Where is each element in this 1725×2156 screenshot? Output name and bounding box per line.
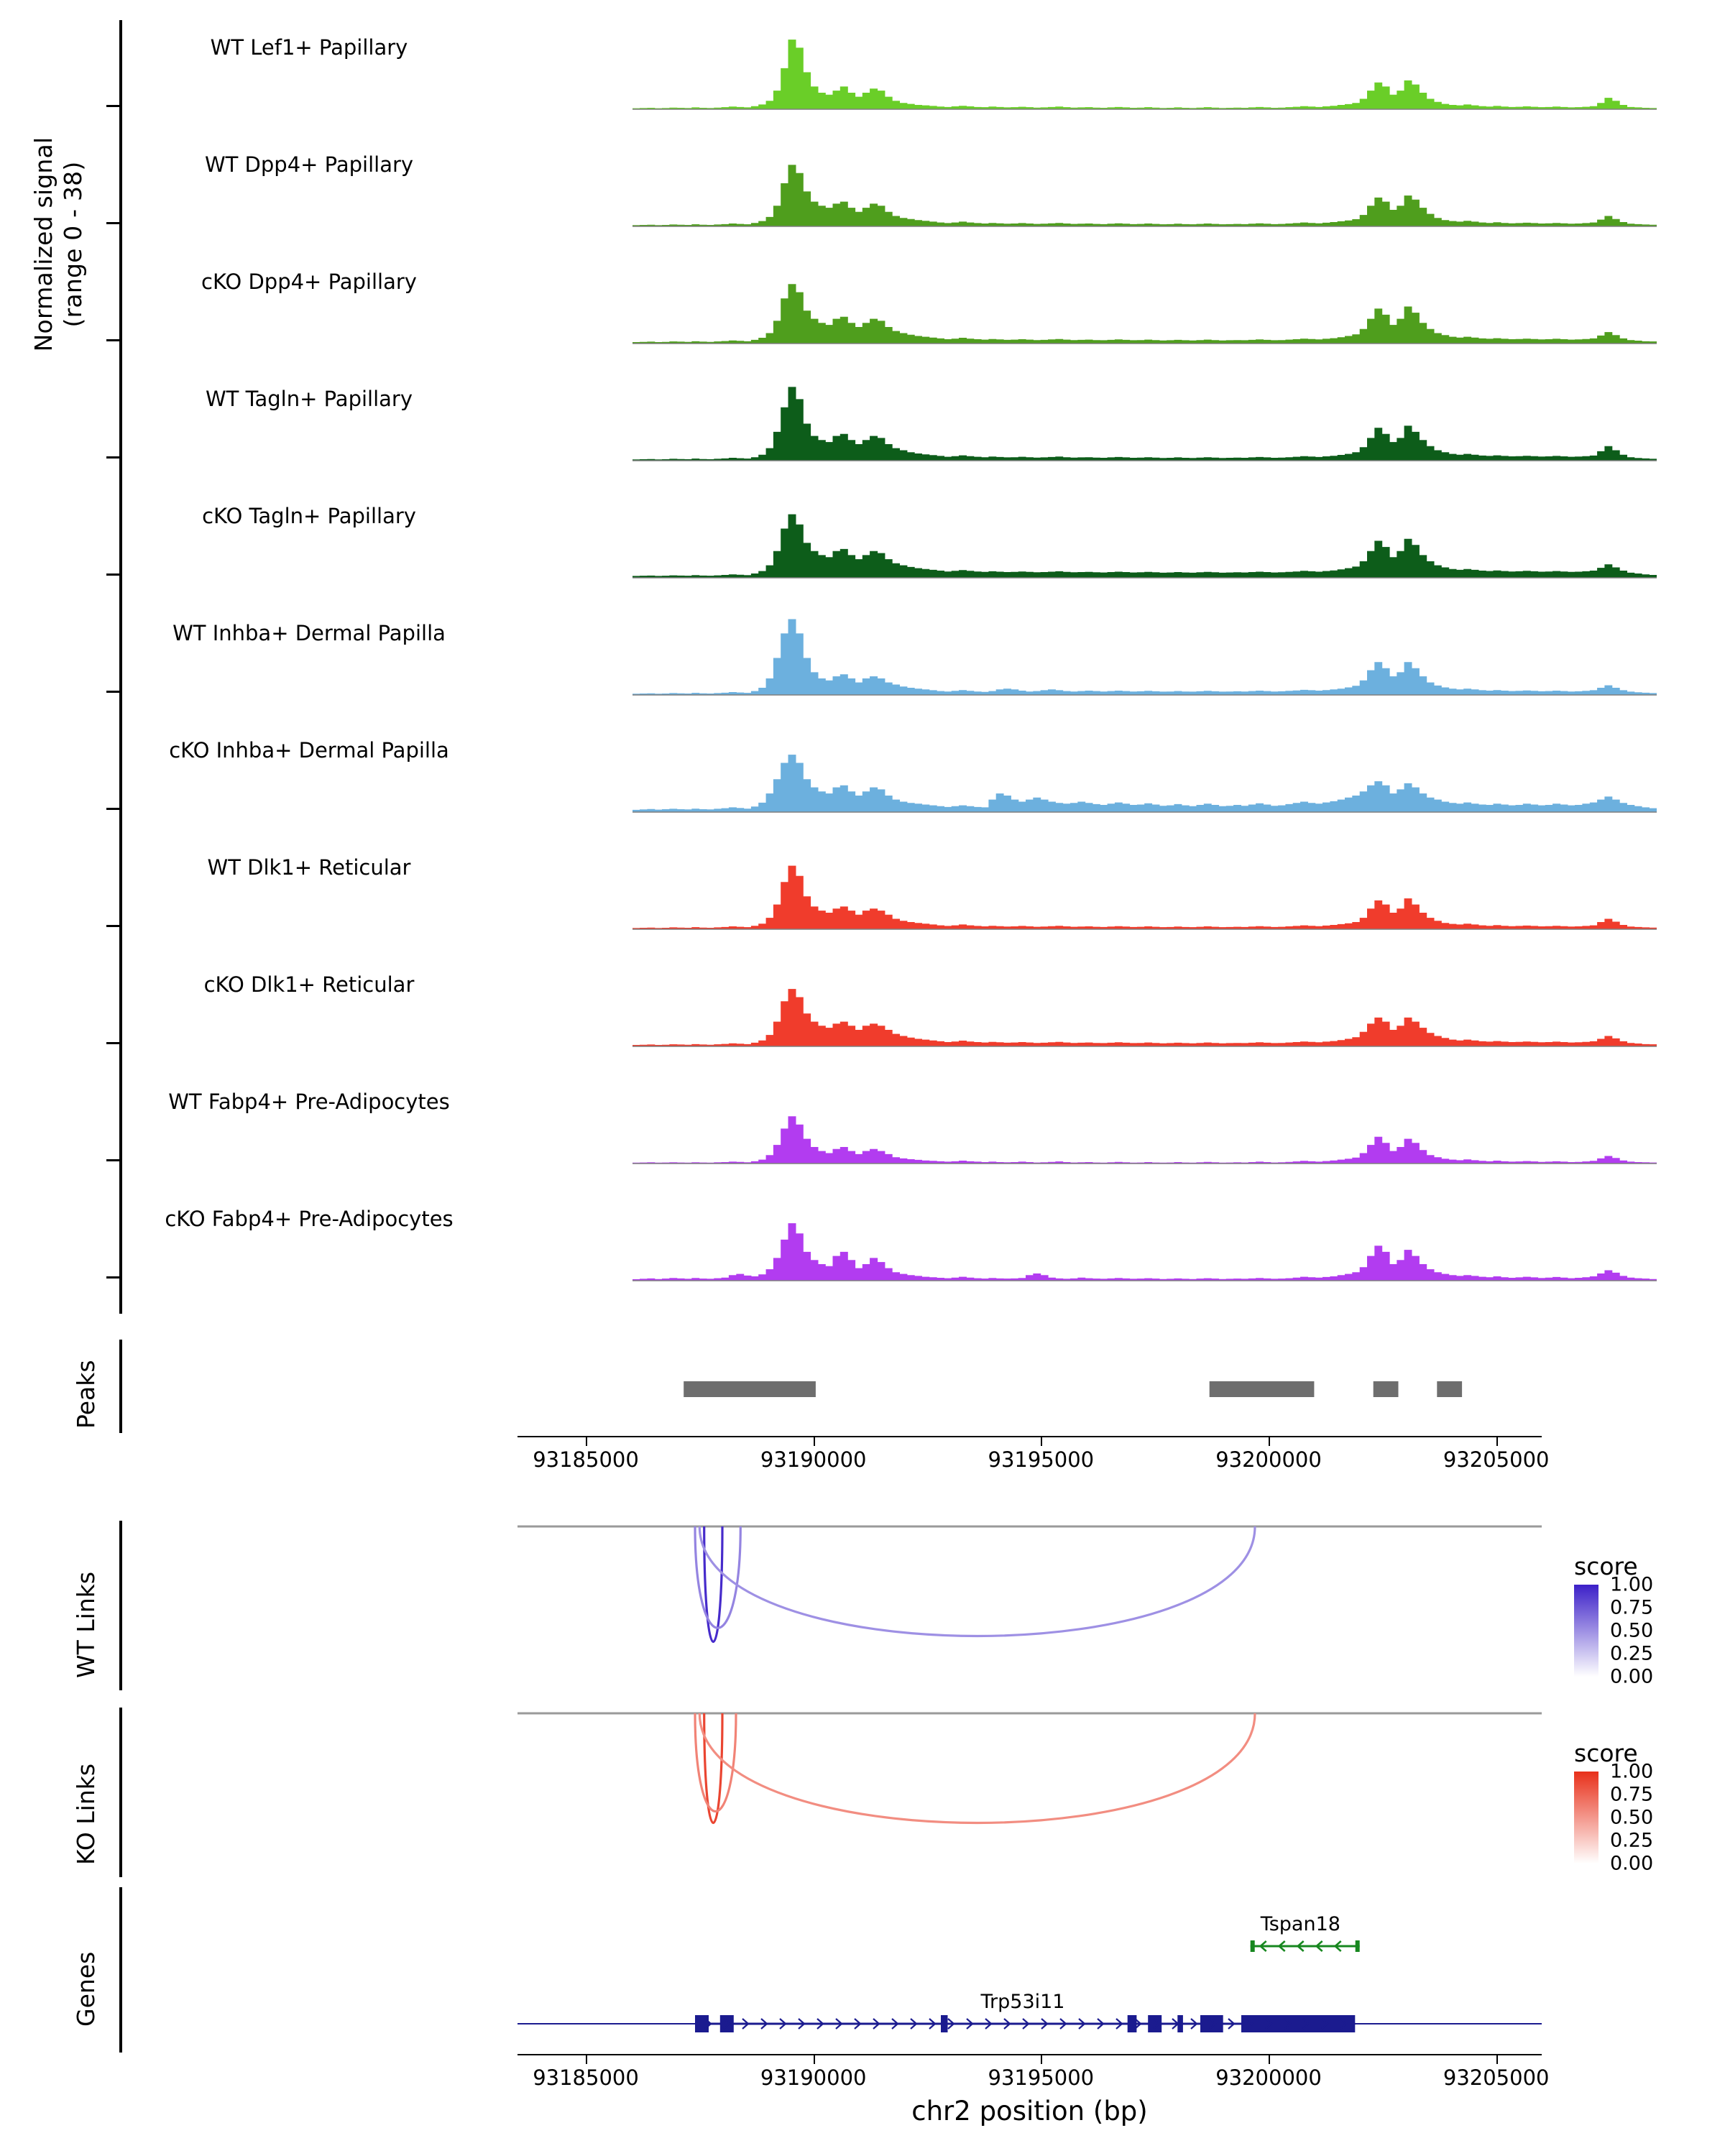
coverage-axis-tick [106, 1276, 119, 1279]
gene-label: Tspan18 [1260, 1913, 1340, 1935]
coverage-track [115, 1199, 1552, 1284]
coverage-track-label: cKO Dpp4+ Papillary [201, 270, 417, 294]
coverage-track [115, 1082, 1552, 1166]
coverage-track-label: WT Tagln+ Papillary [205, 387, 413, 411]
wt-links-legend-ticks: 1.00 0.75 0.50 0.25 0.00 [1610, 1573, 1654, 1688]
y-axis-title-line1: Normalized signal [29, 137, 58, 352]
coverage-track-label: cKO Inhba+ Dermal Papilla [169, 738, 449, 763]
gene-label: Trp53i11 [980, 1991, 1065, 2013]
coverage-axis-tick [106, 925, 119, 927]
y-axis-title [29, 29, 88, 460]
coverage-track [115, 964, 1552, 1049]
ko-links-legend-ticks: 1.00 0.75 0.50 0.25 0.00 [1610, 1760, 1654, 1875]
coverage-track [115, 730, 1552, 815]
peaks-panel-label: Peaks [72, 1360, 100, 1429]
peaks-axis-spine [119, 1340, 122, 1433]
coverage-track-label: WT Fabp4+ Pre-Adipocytes [168, 1089, 450, 1114]
wt-links-legend-colorbar [1574, 1585, 1598, 1677]
y-axis-title-line2: (range 0 - 38) [59, 161, 88, 328]
ko-links-legend-colorbar [1574, 1772, 1598, 1864]
peaks-panel [0, 1337, 1639, 1472]
coverage-axis-tick [106, 222, 119, 224]
coverage-track [115, 379, 1552, 464]
coverage-axis-tick [106, 456, 119, 459]
coverage-track-plot [632, 1199, 1657, 1284]
coverage-axis-tick [106, 105, 119, 107]
peaks-track [518, 1340, 1542, 1433]
coverage-track-plot [632, 613, 1657, 698]
coverage-track-label: cKO Fabp4+ Pre-Adipocytes [165, 1207, 454, 1231]
coverage-track-plot [632, 27, 1657, 112]
coverage-tracks-panel [0, 14, 1639, 1330]
genes-x-axis-ticks: 93185000 93190000 93195000 93200000 93205000 [518, 2055, 1542, 2088]
ko-links-legend-title: score [1574, 1739, 1638, 1767]
coverage-track-label: cKO Tagln+ Papillary [202, 504, 416, 528]
coverage-track [115, 613, 1552, 698]
coverage-axis-tick [106, 808, 119, 810]
ko-links-panel-label: KO Links [72, 1763, 100, 1865]
coverage-track-plot [632, 379, 1657, 464]
wt-links-axis-spine [119, 1521, 122, 1690]
peaks-x-axis-ticks: 93185000 93190000 93195000 93200000 93205000 [518, 1437, 1542, 1470]
ko-links-track [518, 1703, 1542, 1883]
coverage-track-plot [632, 847, 1657, 932]
coverage-track-plot [632, 1082, 1657, 1166]
wt-links-panel-label: WT Links [72, 1571, 100, 1678]
coverage-track-plot [632, 964, 1657, 1049]
coverage-track [115, 496, 1552, 581]
ko-links-legend [1574, 1739, 1690, 1875]
coverage-track-label: WT Inhba+ Dermal Papilla [172, 621, 446, 645]
coverage-track-plot [632, 496, 1657, 581]
coverage-track [115, 847, 1552, 932]
wt-links-legend-title: score [1574, 1552, 1638, 1580]
genes-axis-spine [119, 1887, 122, 2053]
ko-links-panel [0, 1703, 1654, 1883]
coverage-track-plot [632, 730, 1657, 815]
coverage-track [115, 144, 1552, 229]
coverage-track [115, 27, 1552, 112]
coverage-track-label: WT Lef1+ Papillary [210, 35, 408, 60]
coverage-axis-tick [106, 691, 119, 693]
x-axis-title: chr2 position (bp) [911, 2096, 1148, 2127]
coverage-track-label: cKO Dlk1+ Reticular [203, 972, 415, 997]
genes-panel [0, 1883, 1639, 2127]
coverage-axis-tick [106, 1042, 119, 1044]
coverage-track [115, 262, 1552, 346]
wt-links-track [518, 1516, 1542, 1696]
wt-links-panel [0, 1516, 1654, 1696]
ko-links-axis-spine [119, 1708, 122, 1877]
wt-links-legend [1574, 1552, 1690, 1688]
coverage-track-plot [632, 144, 1657, 229]
coverage-track-label: WT Dpp4+ Papillary [204, 152, 414, 177]
coverage-axis-tick [106, 573, 119, 576]
coverage-axis-tick [106, 339, 119, 341]
coverage-track-plot [632, 262, 1657, 346]
coverage-axis-tick [106, 1159, 119, 1161]
coverage-track-label: WT Dlk1+ Reticular [207, 855, 411, 880]
genes-panel-label: Genes [72, 1951, 100, 2027]
genes-track [518, 1883, 1542, 2053]
